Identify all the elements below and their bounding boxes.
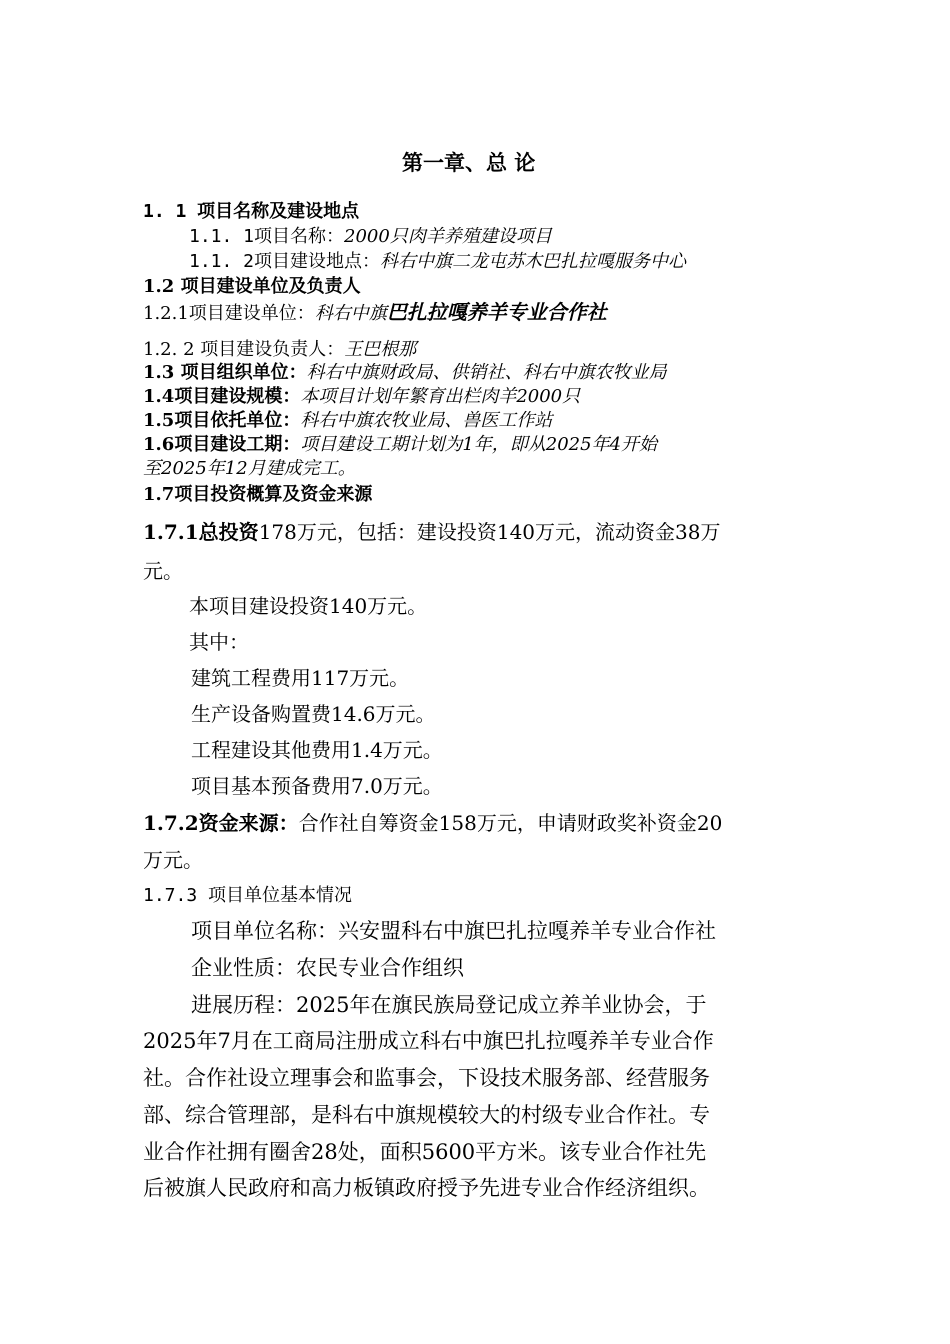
build-unit-value-a: 科右中旗 <box>314 303 387 324</box>
build-unit-line <box>143 302 607 323</box>
unit-nature: 企业性质：农民专业合作组织 <box>191 956 464 980</box>
funding-source-label: 1.7.2资金来源： <box>143 811 299 835</box>
cost-item: 建筑工程费用117万元。 <box>191 666 410 690</box>
build-unit-label: 1.2.1项目建设单位： <box>143 303 315 324</box>
construction-invest: 本项目建设投资140万元。 <box>189 594 428 618</box>
history-line: 进展历程：2025年在旗民族局登记成立养羊业协会，于 <box>191 993 707 1017</box>
build-period-value-2: 至2025年12月建成完工。 <box>143 458 356 479</box>
history-line: 社。合作社设立理事会和监事会，下设技术服务部、经营服务 <box>143 1066 710 1090</box>
project-name-line <box>189 228 552 246</box>
cost-item: 工程建设其他费用1.4万元。 <box>191 738 443 762</box>
cost-item: 生产设备购置费14.6万元。 <box>191 702 436 726</box>
chapter-title: 第一章、总 论 <box>402 150 536 175</box>
history-line: 业合作社拥有圈舍28处，面积5600平方米。该专业合作社先 <box>143 1140 707 1164</box>
build-period-label: 1.6项目建设工期： <box>143 434 301 455</box>
project-name-value: 2000只肉羊养殖建设项目 <box>344 226 552 247</box>
support-unit-label: 1.5项目依托单位： <box>143 410 301 431</box>
project-site-line <box>189 253 686 271</box>
unit-name: 项目单位名称：兴安盟科右中旗巴扎拉嘎养羊专业合作社 <box>191 919 716 943</box>
build-person-label: 1.2. 2 项目建设负责人： <box>143 339 345 360</box>
funding-source-text-1: 合作社自筹资金158万元，申请财政奖补资金20 <box>298 811 723 835</box>
section-1-7-heading: 1.7项目投资概算及资金来源 <box>143 484 373 505</box>
build-scale-label: 1.4项目建设规模： <box>143 386 301 407</box>
history-line: 部、综合管理部，是科右中旗规模较大的村级专业合作社。专 <box>143 1103 710 1127</box>
org-unit-value: 科右中旗财政局、供销社、科右中旗农牧业局 <box>306 362 667 383</box>
build-period-value-1: 项目建设工期计划为1年，即从2025年4开始 <box>300 434 658 455</box>
total-invest-label: 1.7.1总投资 <box>143 520 259 544</box>
build-person-line <box>143 341 416 359</box>
funding-source-text-2: 万元。 <box>143 848 203 872</box>
total-invest-text-2: 元。 <box>143 559 183 583</box>
total-invest-line <box>143 522 720 542</box>
build-scale-value: 本项目计划年繁育出栏肉羊2000只 <box>300 386 581 407</box>
build-person-value: 王巴根那 <box>344 339 417 360</box>
support-unit-value: 科右中旗农牧业局、兽医工作站 <box>300 410 553 431</box>
project-name-label: 1.1. 1项目名称： <box>189 226 345 247</box>
cost-item: 项目基本预备费用7.0万元。 <box>191 774 443 798</box>
support-unit-line <box>143 412 552 430</box>
funding-source-line <box>143 813 722 833</box>
among-label: 其中： <box>189 630 249 654</box>
section-1-2-heading: 1.2 项目建设单位及负责人 <box>143 276 361 297</box>
project-site-value: 科右中旗二龙屯苏木巴扎拉嘎服务中心 <box>380 251 687 272</box>
history-line: 后被旗人民政府和高力板镇政府授予先进专业合作经济组织。 <box>143 1176 710 1200</box>
section-1-1-heading: 1. 1 项目名称及建设地点 <box>143 201 360 222</box>
org-unit-line <box>143 364 667 382</box>
org-unit-label: 1.3 项目组织单位： <box>143 362 307 383</box>
history-line: 2025年7月在工商局注册成立科右中旗巴扎拉嘎养羊专业合作 <box>143 1029 714 1053</box>
total-invest-text-1: 178万元，包括：建设投资140万元，流动资金38万 <box>258 520 721 544</box>
build-unit-value-b: 巴扎拉嘎养羊专业合作社 <box>386 300 607 324</box>
section-1-7-3-heading: 1.7.3 项目单位基本情况 <box>143 885 353 906</box>
build-scale-line <box>143 388 580 406</box>
build-period-line <box>143 436 657 454</box>
project-site-label: 1.1. 2项目建设地点： <box>189 251 381 272</box>
